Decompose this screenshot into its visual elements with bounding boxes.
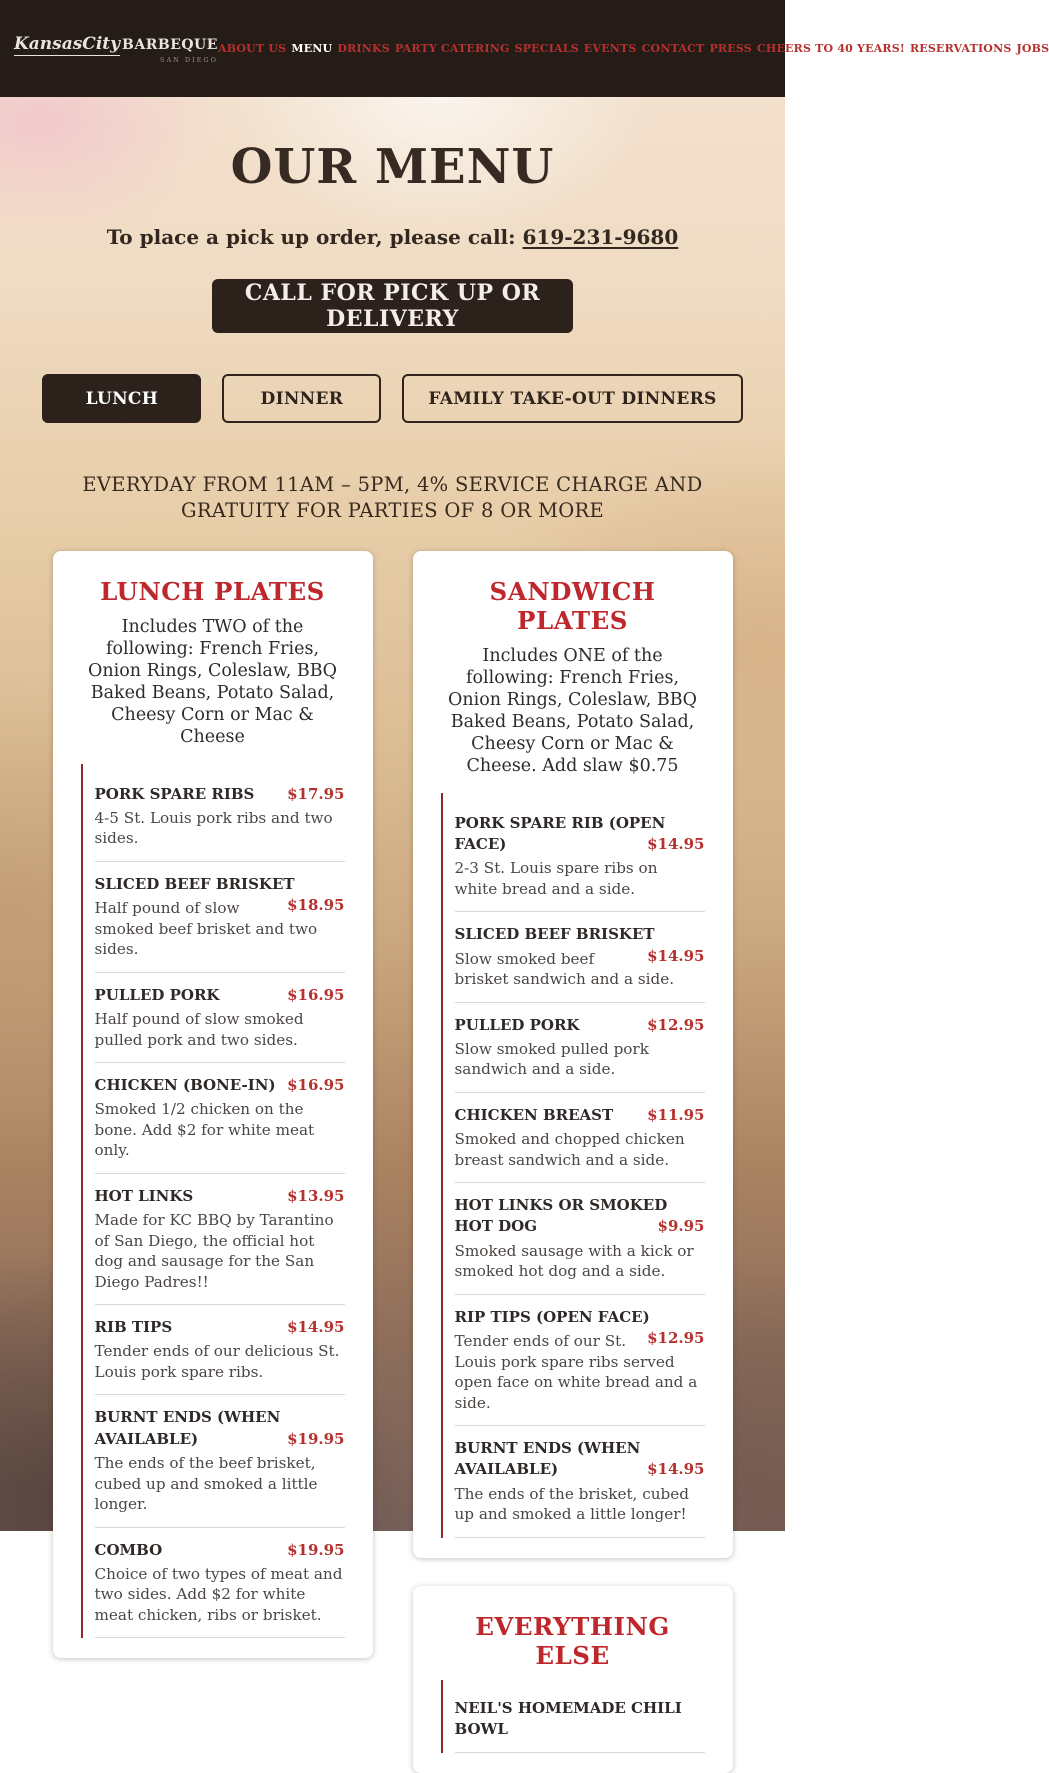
item-description: Made for KC BBQ by Tarantino of San Diego, the official hot dog and sausage for the San Diego Padres!! <box>94 1211 334 1291</box>
item-description: Half pound of slow smoked pulled pork and two sides. <box>94 1010 304 1049</box>
item-name: BURNT ENDS (WHEN AVAILABLE) <box>454 1439 641 1479</box>
item-price: $12.95 <box>647 1329 705 1347</box>
item-name: NEIL'S HOMEMADE CHILI BOWL <box>454 1698 682 1738</box>
logo-sub-text: SAN DIEGO <box>160 55 218 64</box>
item-description: Smoked sausage with a kick or smoked hot dog and a side. <box>454 1241 694 1281</box>
item-description: Smoked 1/2 chicken on the bone. Add $2 for white meat only. <box>94 1100 315 1160</box>
menu-item <box>95 861 345 972</box>
call-for-pickup-button[interactable]: CALL FOR PICK UP OR DELIVERY <box>212 279 573 333</box>
section-everything-else <box>413 1586 733 1773</box>
section-title: LUNCH PLATES <box>100 576 325 606</box>
item-description: The ends of the brisket, cubed up and smoked a little longer! <box>454 1484 689 1524</box>
phone-link[interactable]: 619-231-9680 <box>522 225 679 249</box>
menu-item <box>455 1182 705 1294</box>
item-price: $11.95 <box>647 1105 705 1124</box>
nav-item-press[interactable]: PRESS <box>709 42 752 55</box>
item-list <box>441 793 705 1538</box>
item-price: $16.95 <box>287 1076 345 1095</box>
item-name: SLICED BEEF BRISKET <box>94 874 295 893</box>
item-price: $14.95 <box>287 1318 345 1337</box>
menu-item <box>455 813 705 912</box>
menu-tabs <box>0 374 785 423</box>
item-price: $19.95 <box>287 1540 345 1559</box>
logo-main-text: BARBEQUE <box>122 36 218 53</box>
menu-item <box>95 784 345 861</box>
menu-item <box>95 1173 345 1304</box>
item-description: Choice of two types of meat and two sides. Add $2 for white meat chicken, ribs or brisket. <box>94 1564 343 1624</box>
item-name: RIP TIPS (OPEN FACE) <box>454 1307 650 1326</box>
site-header <box>0 0 1049 97</box>
logo-script-text: KansasCity <box>14 33 121 54</box>
item-description: Tender ends of our delicious St. Louis pork spare ribs. <box>94 1342 340 1381</box>
item-description: Tender ends of our St. Louis pork spare ribs served open face on white bread and a side. <box>454 1332 698 1412</box>
nav-item-party-catering[interactable]: PARTY CATERING <box>394 42 510 55</box>
section-title: SANDWICH PLATES <box>489 576 656 635</box>
item-description: 2-3 St. Louis spare ribs on white bread and a side. <box>454 859 658 898</box>
nav-item-drinks[interactable]: DRINKS <box>337 42 390 55</box>
nav-item-specials[interactable]: SPECIALS <box>514 42 579 55</box>
item-name: PORK SPARE RIB (OPEN FACE) <box>454 813 666 853</box>
site-logo[interactable] <box>14 34 218 64</box>
item-list <box>441 1680 705 1754</box>
item-name: PORK SPARE RIBS <box>94 784 255 803</box>
nav-item-cheers-40-years[interactable]: CHEERS TO 40 YEARS! <box>756 42 905 55</box>
item-name: HOT LINKS <box>94 1186 194 1205</box>
menu-item <box>455 1294 705 1425</box>
menu-sections <box>0 551 785 1773</box>
section-intro: Includes TWO of the following: French Fries, Onion Rings, Coleslaw, BBQ Baked Beans, Potato Salad, Cheesy Corn or Mac & Cheese <box>88 616 337 747</box>
pickup-order-line <box>0 225 785 249</box>
main-nav <box>218 42 1049 55</box>
item-price: $19.95 <box>287 1429 345 1448</box>
nav-item-jobs[interactable]: JOBS <box>1016 42 1049 55</box>
item-name: CHICKEN (BONE-IN) <box>94 1076 276 1095</box>
menu-content <box>0 139 785 1773</box>
section-title: EVERYTHING ELSE <box>475 1611 670 1670</box>
tab-family-take-out-dinners[interactable]: FAMILY TAKE-OUT DINNERS <box>402 374 742 423</box>
item-name: HOT LINKS OR SMOKED HOT DOG <box>454 1196 668 1236</box>
item-description: Slow smoked beef brisket sandwich and a side. <box>454 949 675 989</box>
menu-item <box>455 911 705 1001</box>
menu-item <box>455 1002 705 1092</box>
item-price: $18.95 <box>287 896 345 915</box>
item-description: The ends of the beef brisket, cubed up and smoked a little longer. <box>94 1454 318 1513</box>
item-price: $12.95 <box>647 1015 705 1034</box>
item-price: $14.95 <box>647 1460 705 1479</box>
right-column <box>413 551 733 1773</box>
tab-lunch[interactable]: LUNCH <box>42 374 201 423</box>
item-description: Half pound of slow smoked beef brisket and two sides. <box>94 899 318 959</box>
tab-dinner[interactable]: DINNER <box>222 374 381 423</box>
pickup-order-text: To place a pick up order, please call: <box>106 225 523 249</box>
menu-item <box>95 1304 345 1394</box>
menu-item <box>455 1092 705 1182</box>
menu-item <box>455 1425 705 1537</box>
menu-item <box>95 972 345 1062</box>
section-sandwich-plates <box>413 551 733 1558</box>
nav-item-reservations[interactable]: RESERVATIONS <box>909 42 1012 55</box>
item-name: BURNT ENDS (WHEN AVAILABLE) <box>94 1408 281 1448</box>
nav-item-events[interactable]: EVENTS <box>583 42 637 55</box>
nav-item-about-us[interactable]: ABOUT US <box>217 42 287 55</box>
item-description: Smoked and chopped chicken breast sandwich and a side. <box>454 1130 685 1169</box>
menu-item <box>95 1527 345 1638</box>
item-name: PULLED PORK <box>454 1015 580 1034</box>
page-title: OUR MENU <box>230 139 555 195</box>
section-intro: Includes ONE of the following: French Fries, Onion Rings, Coleslaw, BBQ Baked Beans, Potato Salad, Cheesy Corn or Mac & Cheese. Add slaw $0.75 <box>448 645 697 776</box>
item-list <box>81 764 345 1639</box>
item-price: $16.95 <box>287 985 345 1004</box>
nav-item-contact[interactable]: CONTACT <box>641 42 705 55</box>
item-price: $14.95 <box>647 834 705 853</box>
menu-item <box>95 1062 345 1173</box>
item-price: $9.95 <box>657 1217 705 1236</box>
nav-item-menu[interactable]: MENU <box>291 42 333 55</box>
item-price: $14.95 <box>647 946 705 965</box>
item-name: RIB TIPS <box>94 1318 173 1337</box>
item-price: $17.95 <box>287 784 345 803</box>
item-name: SLICED BEEF BRISKET <box>454 925 655 944</box>
item-description: 4-5 St. Louis pork ribs and two sides. <box>94 808 333 848</box>
menu-item <box>95 1394 345 1526</box>
item-name: PULLED PORK <box>94 985 220 1004</box>
item-name: CHICKEN BREAST <box>454 1105 614 1124</box>
item-description: Slow smoked pulled pork sandwich and a side. <box>454 1039 649 1079</box>
section-lunch-plates <box>53 551 373 1659</box>
item-name: COMBO <box>94 1540 163 1559</box>
item-price: $13.95 <box>287 1186 345 1205</box>
service-note: EVERYDAY FROM 11AM – 5PM, 4% SERVICE CHARGE AND GRATUITY FOR PARTIES OF 8 OR MORE <box>82 473 703 523</box>
menu-item <box>455 1698 705 1753</box>
